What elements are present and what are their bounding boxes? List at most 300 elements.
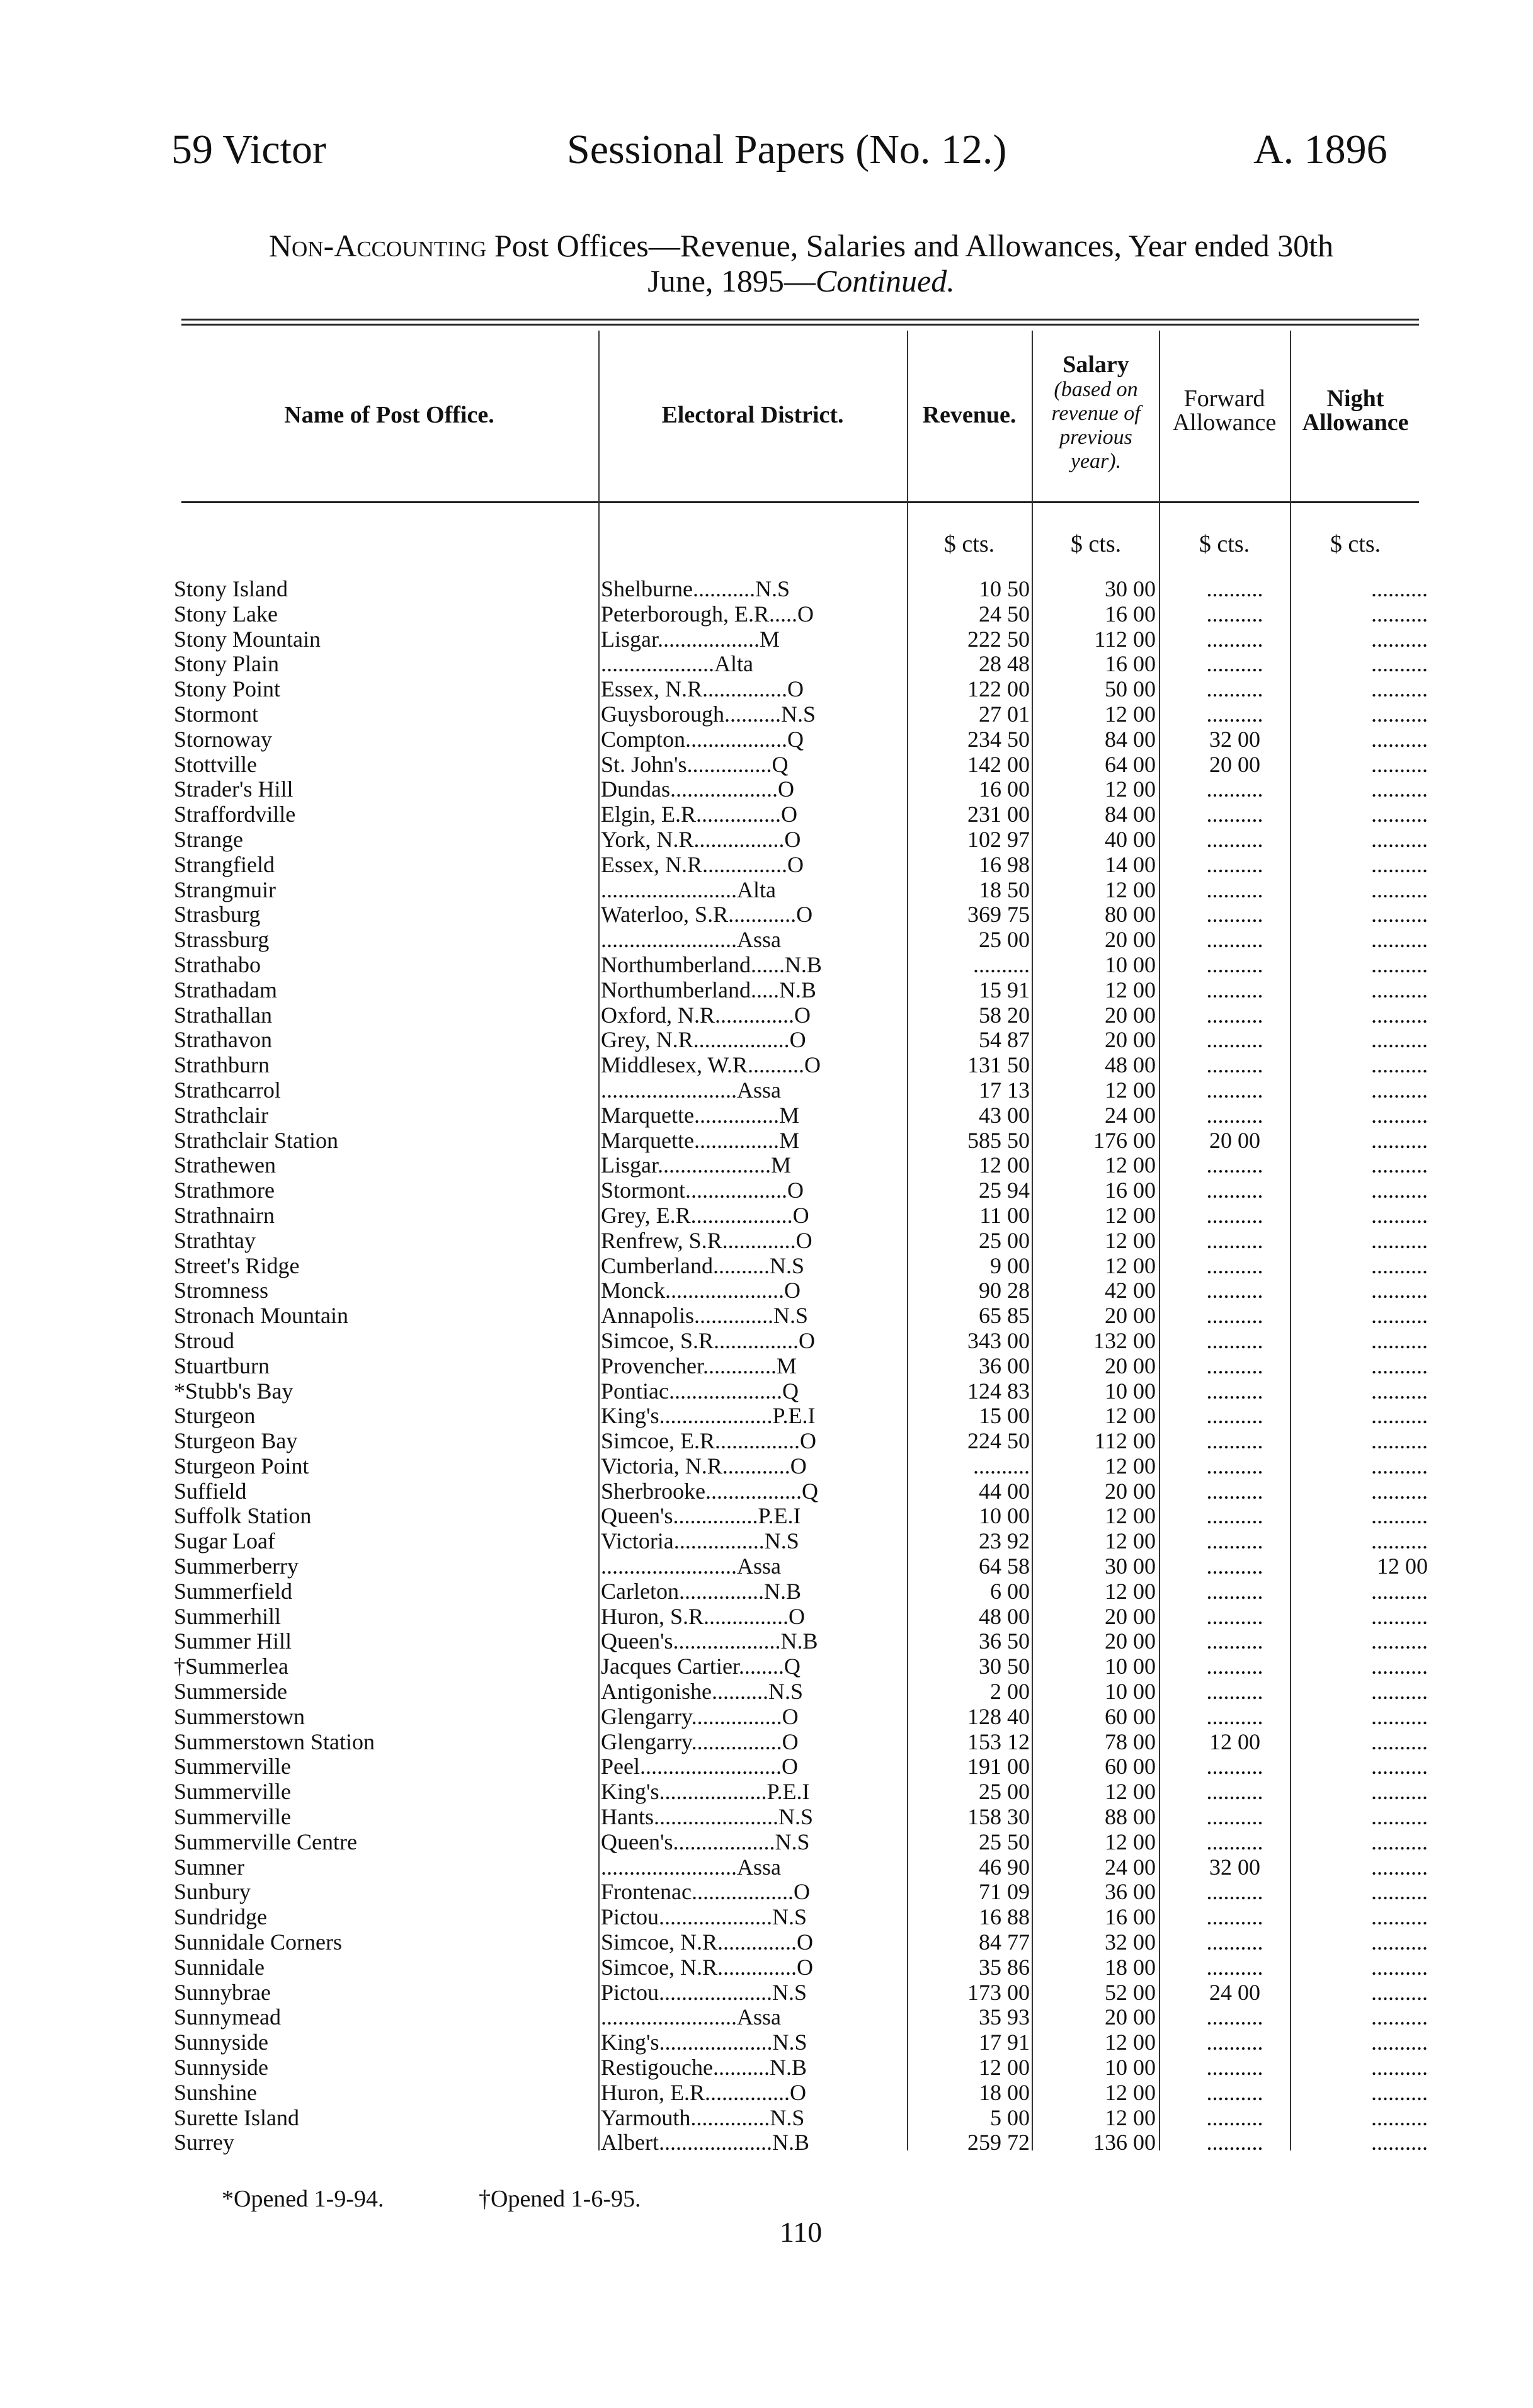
cell-night-allowance: .......... [1371, 802, 1428, 827]
cell-forward-allowance: .......... [1206, 902, 1263, 928]
cell-night-allowance: .......... [1371, 1704, 1428, 1729]
cell-post-office: Strathadam [174, 977, 277, 1002]
cell-forward-allowance: .......... [1206, 928, 1263, 953]
cell-revenue: 35 93 [979, 2005, 1030, 2030]
cell-night-allowance: .......... [1371, 1002, 1428, 1028]
cell-night-allowance: .......... [1371, 1880, 1428, 1905]
cell-night-allowance: .......... [1371, 1028, 1428, 1053]
cell-electoral-district: Pictou....................N.S [601, 1980, 807, 2005]
cell-post-office: Sundridge [174, 1905, 267, 1930]
cell-revenue: 131 50 [967, 1053, 1030, 1078]
cell-forward-allowance: .......... [1206, 977, 1263, 1002]
cell-electoral-district: Grey, N.R.................O [601, 1028, 806, 1053]
cell-salary: 12 00 [1105, 2105, 1156, 2130]
cell-night-allowance: .......... [1371, 1328, 1428, 1353]
cell-forward-allowance: .......... [1206, 1604, 1263, 1629]
cell-night-allowance: .......... [1371, 1805, 1428, 1830]
cell-forward-allowance: .......... [1206, 1429, 1263, 1454]
cell-revenue: 25 94 [979, 1178, 1030, 1203]
cell-night-allowance: .......... [1371, 2105, 1428, 2130]
cell-electoral-district: Lisgar..................M [601, 627, 780, 652]
cell-night-allowance: .......... [1371, 701, 1428, 727]
cell-salary: 80 00 [1105, 902, 1156, 928]
cell-night-allowance: .......... [1371, 1579, 1428, 1604]
cell-forward-allowance: .......... [1206, 1103, 1263, 1128]
cell-forward-allowance: .......... [1206, 1404, 1263, 1429]
cell-electoral-district: Simcoe, E.R...............O [601, 1429, 816, 1454]
cell-night-allowance: .......... [1371, 1504, 1428, 1529]
cell-post-office: Sumner [174, 1854, 244, 1880]
cell-salary: 30 00 [1105, 1554, 1156, 1579]
cell-forward-allowance: .......... [1206, 1328, 1263, 1353]
cell-night-allowance: .......... [1371, 1053, 1428, 1078]
cell-salary: 50 00 [1105, 677, 1156, 702]
cell-night-allowance: .......... [1371, 1353, 1428, 1378]
cell-electoral-district: King's....................P.E.I [601, 1404, 816, 1429]
cell-forward-allowance: .......... [1206, 1880, 1263, 1905]
cell-night-allowance: .......... [1371, 902, 1428, 928]
cell-revenue: 9 00 [990, 1253, 1030, 1278]
cell-revenue: 234 50 [967, 727, 1030, 752]
cell-post-office: Summerstown [174, 1704, 305, 1729]
table-row [174, 802, 1440, 827]
cell-night-allowance: .......... [1371, 1404, 1428, 1429]
cell-revenue: 48 00 [979, 1604, 1030, 1629]
cell-salary: 42 00 [1105, 1278, 1156, 1303]
table-row [174, 652, 1440, 677]
cell-forward-allowance: .......... [1206, 2005, 1263, 2030]
cell-night-allowance: .......... [1371, 1955, 1428, 1980]
cell-salary: 12 00 [1105, 1228, 1156, 1253]
cell-electoral-district: Antigonishe..........N.S [601, 1679, 804, 1705]
cell-post-office: Sunnyside [174, 2030, 269, 2055]
cell-post-office: Strathclair [174, 1103, 268, 1128]
cell-electoral-district: Annapolis..............N.S [601, 1303, 809, 1329]
cell-night-allowance: .......... [1371, 2005, 1428, 2030]
cell-forward-allowance: 20 00 [1209, 1128, 1260, 1153]
cell-electoral-district: Sherbrooke.................Q [601, 1479, 818, 1504]
cell-post-office: Suffield [174, 1479, 247, 1504]
cell-salary: 84 00 [1105, 802, 1156, 827]
cell-post-office: Stony Mountain [174, 627, 321, 652]
table-row [174, 1078, 1440, 1103]
colhead-salary-note: (based on revenue of previous year). [1051, 378, 1141, 473]
table-row [174, 1203, 1440, 1229]
cell-revenue: 102 97 [967, 827, 1030, 852]
cell-night-allowance: .......... [1371, 827, 1428, 852]
cell-salary: 12 00 [1105, 777, 1156, 802]
cell-forward-allowance: .......... [1206, 1579, 1263, 1604]
cell-forward-allowance: .......... [1206, 1679, 1263, 1705]
cell-night-allowance: .......... [1371, 1930, 1428, 1955]
cell-electoral-district: Queen's...................N.B [601, 1629, 818, 1654]
title-rest: Post Offices—Revenue, Salaries and Allowances, Year ended 30th [486, 228, 1334, 263]
table-row [174, 2106, 1440, 2131]
cell-post-office: Strathtay [174, 1228, 256, 1253]
cell-electoral-district: Simcoe, N.R..............O [601, 1955, 813, 1980]
cell-post-office: Stottville [174, 752, 258, 777]
cell-revenue: 25 50 [979, 1829, 1030, 1854]
table-row [174, 2081, 1440, 2106]
cell-revenue: 18 00 [979, 2080, 1030, 2105]
cell-post-office: Stroud [174, 1328, 235, 1353]
cell-revenue: 17 13 [979, 1077, 1030, 1103]
cell-forward-allowance: .......... [1206, 1805, 1263, 1830]
title-smallcaps: Non-Accounting [268, 228, 487, 263]
cell-salary: 16 00 [1105, 652, 1156, 677]
cell-electoral-district: Northumberland.....N.B [601, 977, 816, 1002]
cell-forward-allowance: .......... [1206, 701, 1263, 727]
cell-night-allowance: .......... [1371, 1729, 1428, 1754]
colhead-district: Electoral District. [661, 402, 844, 428]
table-row [174, 752, 1440, 778]
top-rule [181, 319, 1419, 321]
cell-forward-allowance: .......... [1206, 1479, 1263, 1504]
cell-forward-allowance: .......... [1206, 1905, 1263, 1930]
cell-forward-allowance: .......... [1206, 802, 1263, 827]
cell-forward-allowance: .......... [1206, 1153, 1263, 1178]
cell-salary: 12 00 [1105, 1829, 1156, 1854]
cell-post-office: Strasburg [174, 902, 261, 928]
table-row [174, 1278, 1440, 1303]
cell-forward-allowance: .......... [1206, 1203, 1263, 1228]
table-row [174, 1103, 1440, 1128]
cell-post-office: Sunnidale Corners [174, 1930, 342, 1955]
table-row [174, 777, 1440, 802]
cell-night-allowance: .......... [1371, 977, 1428, 1002]
cell-revenue: 369 75 [967, 902, 1030, 928]
table-row [174, 1554, 1440, 1579]
cell-post-office: Strathclair Station [174, 1128, 338, 1153]
cell-revenue: 124 83 [967, 1378, 1030, 1404]
table-row [174, 1855, 1440, 1880]
cell-salary: 12 00 [1105, 1077, 1156, 1103]
cell-electoral-district: Yarmouth..............N.S [601, 2105, 805, 2130]
table-row [174, 1254, 1440, 1279]
cell-electoral-district: Restigouche..........N.B [601, 2055, 807, 2081]
table-row [174, 2005, 1440, 2030]
cell-revenue: 36 50 [979, 1629, 1030, 1654]
cell-salary: 12 00 [1105, 1504, 1156, 1529]
cell-post-office: Strangmuir [174, 877, 276, 902]
cell-post-office: Surette Island [174, 2105, 299, 2130]
cell-night-allowance: .......... [1371, 1429, 1428, 1454]
cell-electoral-district: Queen's...............P.E.I [601, 1504, 801, 1529]
cell-revenue: 36 00 [979, 1353, 1030, 1378]
header-title: Sessional Papers (No. 12.) [567, 127, 1007, 173]
cell-revenue: 231 00 [967, 802, 1030, 827]
cell-salary: 12 00 [1105, 1203, 1156, 1228]
cell-forward-allowance: .......... [1206, 652, 1263, 677]
cell-electoral-district: Northumberland......N.B [601, 952, 822, 977]
cell-revenue: .......... [973, 1453, 1030, 1479]
cell-revenue: 191 00 [967, 1754, 1030, 1780]
cell-post-office: Strathburn [174, 1053, 270, 1078]
unit-forward: $ cts. [1199, 531, 1250, 557]
cell-post-office: Strangfield [174, 852, 275, 877]
cell-night-allowance: .......... [1371, 577, 1428, 601]
cell-night-allowance: .......... [1371, 1203, 1428, 1228]
cell-post-office: Sunnidale [174, 1955, 265, 1980]
cell-salary: 18 00 [1105, 1955, 1156, 1980]
cell-forward-allowance: .......... [1206, 1178, 1263, 1203]
cell-forward-allowance: 32 00 [1209, 727, 1260, 752]
cell-post-office: Stony Point [174, 677, 281, 702]
cell-revenue: 43 00 [979, 1103, 1030, 1128]
footnote-opened-star: *Opened 1-9-94. [222, 2186, 384, 2212]
table-row [174, 1128, 1440, 1154]
cell-post-office: Stormont [174, 701, 259, 727]
cell-revenue: 2 00 [990, 1679, 1030, 1705]
cell-revenue: 5 00 [990, 2105, 1030, 2130]
cell-forward-allowance: .......... [1206, 1704, 1263, 1729]
cell-post-office: Summerside [174, 1679, 287, 1705]
cell-forward-allowance: .......... [1206, 2105, 1263, 2130]
cell-post-office: Surrey [174, 2130, 234, 2155]
cell-night-allowance: .......... [1371, 1780, 1428, 1805]
cell-forward-allowance: 24 00 [1209, 1980, 1260, 2005]
cell-electoral-district: King's...................P.E.I [601, 1780, 810, 1805]
unit-night: $ cts. [1330, 531, 1381, 557]
cell-revenue: 15 91 [979, 977, 1030, 1002]
cell-forward-allowance: .......... [1206, 827, 1263, 852]
cell-electoral-district: Elgin, E.R...............O [601, 802, 797, 827]
table-row [174, 827, 1440, 853]
cell-night-allowance: .......... [1371, 2055, 1428, 2081]
cell-electoral-district: Waterloo, S.R............O [601, 902, 813, 928]
cell-post-office: Street's Ridge [174, 1253, 300, 1278]
table-row [174, 1579, 1440, 1604]
table-row [174, 1830, 1440, 1855]
cell-revenue: 128 40 [967, 1704, 1030, 1729]
table-row [174, 677, 1440, 702]
cell-post-office: Summerville [174, 1780, 291, 1805]
cell-post-office: Stony Lake [174, 601, 278, 627]
cell-salary: 78 00 [1105, 1729, 1156, 1754]
table-row [174, 2130, 1440, 2155]
table-row [174, 702, 1440, 727]
table-row [174, 1980, 1440, 2006]
cell-post-office: Summerfield [174, 1579, 292, 1604]
cell-forward-allowance: .......... [1206, 877, 1263, 902]
cell-revenue: 44 00 [979, 1479, 1030, 1504]
cell-forward-allowance: .......... [1206, 1053, 1263, 1078]
cell-electoral-district: Essex, N.R...............O [601, 852, 804, 877]
cell-forward-allowance: .......... [1206, 1028, 1263, 1053]
cell-salary: 12 00 [1105, 1780, 1156, 1805]
table-row [174, 602, 1440, 627]
cell-post-office: Stony Island [174, 577, 288, 601]
cell-electoral-district: Victoria................N.S [601, 1529, 799, 1554]
cell-night-allowance: .......... [1371, 1153, 1428, 1178]
table-row [174, 2030, 1440, 2055]
cell-night-allowance: 12 00 [1377, 1554, 1428, 1579]
cell-electoral-district: Marquette...............M [601, 1128, 799, 1153]
cell-night-allowance: .......... [1371, 1629, 1428, 1654]
cell-night-allowance: .......... [1371, 652, 1428, 677]
footnote-opened-dagger: †Opened 1-6-95. [479, 2186, 641, 2212]
table-row [174, 1504, 1440, 1529]
cell-salary: 12 00 [1105, 2030, 1156, 2055]
title-continued: Continued. [815, 263, 955, 298]
table-row [174, 1955, 1440, 1980]
cell-electoral-district: Pictou....................N.S [601, 1905, 807, 1930]
cell-salary: 12 00 [1105, 1579, 1156, 1604]
cell-electoral-district: Hants......................N.S [601, 1805, 814, 1830]
cell-post-office: Strathavon [174, 1028, 272, 1053]
cell-revenue: 343 00 [967, 1328, 1030, 1353]
cell-night-allowance: .......... [1371, 1378, 1428, 1404]
table-row [174, 2055, 1440, 2081]
table-row [174, 1053, 1440, 1078]
cell-electoral-district: Marquette...............M [601, 1103, 799, 1128]
table-row [174, 1754, 1440, 1780]
cell-night-allowance: .......... [1371, 1479, 1428, 1504]
cell-revenue: 84 77 [979, 1930, 1030, 1955]
cell-electoral-district: Frontenac..................O [601, 1880, 810, 1905]
cell-forward-allowance: .......... [1206, 627, 1263, 652]
cell-forward-allowance: .......... [1206, 1554, 1263, 1579]
cell-electoral-district: St. John's...............Q [601, 752, 789, 777]
cell-revenue: 11 00 [979, 1203, 1030, 1228]
cell-salary: 12 00 [1105, 701, 1156, 727]
cell-salary: 20 00 [1105, 1604, 1156, 1629]
table-row [174, 1229, 1440, 1254]
cell-salary: 24 00 [1105, 1854, 1156, 1880]
cell-revenue: 12 00 [979, 2055, 1030, 2081]
cell-post-office: Strathallan [174, 1002, 272, 1028]
cell-forward-allowance: 32 00 [1209, 1854, 1260, 1880]
cell-salary: 112 00 [1094, 1429, 1156, 1454]
cell-post-office: Stony Plain [174, 652, 280, 677]
top-rule-inner [181, 324, 1419, 326]
cell-electoral-district: Middlesex, W.R..........O [601, 1053, 821, 1078]
cell-forward-allowance: 20 00 [1209, 752, 1260, 777]
cell-salary: 14 00 [1105, 852, 1156, 877]
cell-forward-allowance: .......... [1206, 1529, 1263, 1554]
cell-electoral-district: Albert....................N.B [601, 2130, 809, 2155]
cell-forward-allowance: .......... [1206, 1002, 1263, 1028]
table-row [174, 1028, 1440, 1053]
cell-post-office: Strathnairn [174, 1203, 275, 1228]
cell-night-allowance: .......... [1371, 601, 1428, 627]
cell-salary: 12 00 [1105, 877, 1156, 902]
cell-salary: 36 00 [1105, 1880, 1156, 1905]
cell-salary: 10 00 [1105, 952, 1156, 977]
cell-forward-allowance: .......... [1206, 1930, 1263, 1955]
cell-post-office: Sunnymead [174, 2005, 281, 2030]
cell-salary: 20 00 [1105, 1002, 1156, 1028]
cell-electoral-district: Guysborough..........N.S [601, 701, 816, 727]
cell-post-office: Sugar Loaf [174, 1529, 275, 1554]
cell-electoral-district: Carleton...............N.B [601, 1579, 801, 1604]
cell-post-office: Straffordville [174, 802, 296, 827]
cell-revenue: 142 00 [967, 752, 1030, 777]
cell-revenue: 25 00 [979, 1780, 1030, 1805]
cell-salary: 60 00 [1105, 1754, 1156, 1780]
cell-forward-allowance: .......... [1206, 1228, 1263, 1253]
cell-salary: 88 00 [1105, 1805, 1156, 1830]
cell-revenue: 65 85 [979, 1303, 1030, 1329]
cell-post-office: Summerville [174, 1754, 291, 1780]
cell-salary: 16 00 [1105, 1905, 1156, 1930]
cell-salary: 132 00 [1093, 1328, 1156, 1353]
table-row [174, 1303, 1440, 1329]
cell-electoral-district: ........................Alta [601, 877, 776, 902]
cell-night-allowance: .......... [1371, 1854, 1428, 1880]
cell-revenue: 35 86 [979, 1955, 1030, 1980]
table-row [174, 1354, 1440, 1379]
cell-electoral-district: Simcoe, S.R...............O [601, 1328, 816, 1353]
table-row [174, 1730, 1440, 1755]
cell-revenue: 173 00 [967, 1980, 1030, 2005]
cell-electoral-district: Essex, N.R...............O [601, 677, 804, 702]
header-volume: 59 Victor [171, 127, 326, 173]
cell-salary: 84 00 [1105, 727, 1156, 752]
cell-salary: 12 00 [1105, 1153, 1156, 1178]
cell-post-office: Sunbury [174, 1880, 251, 1905]
cell-night-allowance: .......... [1371, 1980, 1428, 2005]
cell-revenue: 224 50 [967, 1429, 1030, 1454]
header-rule [181, 501, 1419, 503]
cell-night-allowance: .......... [1371, 852, 1428, 877]
cell-forward-allowance: .......... [1206, 2080, 1263, 2105]
cell-post-office: Summerstown Station [174, 1729, 375, 1754]
table-row [174, 1329, 1440, 1354]
cell-salary: 12 00 [1105, 1529, 1156, 1554]
cell-forward-allowance: .......... [1206, 1378, 1263, 1404]
cell-post-office: Strathabo [174, 952, 261, 977]
cell-revenue: 6 00 [990, 1579, 1030, 1604]
cell-post-office: †Summerlea [174, 1654, 288, 1679]
cell-night-allowance: .......... [1371, 627, 1428, 652]
cell-electoral-district: King's....................N.S [601, 2030, 807, 2055]
cell-salary: 20 00 [1105, 2005, 1156, 2030]
cell-post-office: *Stubb's Bay [174, 1378, 293, 1404]
table-row [174, 1805, 1440, 1830]
cell-post-office: Sturgeon Point [174, 1453, 309, 1479]
table-row [174, 853, 1440, 878]
cell-forward-allowance: .......... [1206, 1829, 1263, 1854]
cell-forward-allowance: .......... [1206, 1278, 1263, 1303]
cell-post-office: Sunnyside [174, 2055, 269, 2081]
cell-night-allowance: .......... [1371, 928, 1428, 953]
cell-salary: 20 00 [1105, 1629, 1156, 1654]
cell-electoral-district: Simcoe, N.R..............O [601, 1930, 813, 1955]
cell-electoral-district: Shelburne...........N.S [601, 577, 790, 601]
cell-post-office: Summerville Centre [174, 1829, 357, 1854]
cell-electoral-district: Huron, S.R...............O [601, 1604, 806, 1629]
table-row [174, 1404, 1440, 1429]
post-office-table [174, 577, 1440, 2155]
cell-forward-allowance: .......... [1206, 1629, 1263, 1654]
cell-revenue: 24 50 [979, 601, 1030, 627]
table-row [174, 1429, 1440, 1454]
cell-electoral-district: ........................Assa [601, 2005, 781, 2030]
cell-night-allowance: .......... [1371, 1905, 1428, 1930]
cell-revenue: 25 00 [979, 1228, 1030, 1253]
table-row [174, 928, 1440, 953]
table-row [174, 1629, 1440, 1654]
cell-electoral-district: Compton..................Q [601, 727, 804, 752]
table-row [174, 1604, 1440, 1630]
unit-salary: $ cts. [1070, 531, 1122, 557]
cell-revenue: 16 00 [979, 777, 1030, 802]
cell-electoral-district: ........................Assa [601, 928, 781, 953]
table-row [174, 902, 1440, 928]
cell-night-allowance: .......... [1371, 752, 1428, 777]
cell-forward-allowance: .......... [1206, 677, 1263, 702]
